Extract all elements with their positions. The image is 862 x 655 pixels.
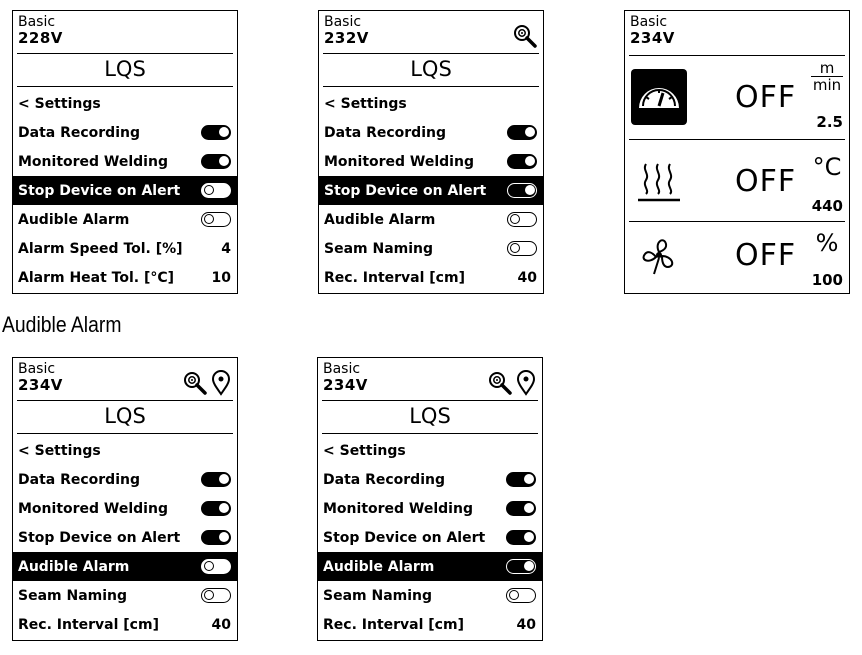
setting-seam-naming[interactable] — [318, 581, 542, 610]
setting-audible-alarm[interactable] — [13, 552, 237, 581]
row-label: Rec. Interval [cm] — [323, 616, 464, 633]
setting-audible-alarm[interactable] — [319, 205, 543, 234]
section-caption: Audible Alarm — [2, 312, 122, 337]
voltage-readout: 234V — [18, 376, 63, 394]
row-label: Monitored Welding — [18, 153, 168, 170]
setting-monitored-welding[interactable] — [13, 494, 237, 523]
row-label: Alarm Heat Tol. [°C] — [18, 269, 175, 286]
row-label: Audible Alarm — [323, 558, 435, 575]
setting-alarm-heat-tol[interactable] — [13, 263, 237, 292]
setting-stop-device-on-alert[interactable] — [13, 523, 237, 552]
setting-stop-device-on-alert[interactable] — [13, 176, 237, 205]
magnifier-icon — [183, 371, 207, 395]
status-icons — [183, 368, 231, 398]
speed-row — [629, 57, 845, 137]
header — [630, 14, 675, 46]
row-label: Stop Device on Alert — [18, 182, 181, 199]
page-title: LQS — [323, 53, 539, 87]
fan-icon — [629, 225, 689, 285]
status-icons — [488, 368, 536, 398]
setting-data-recording[interactable] — [318, 465, 542, 494]
row-value: 40 — [211, 616, 231, 633]
row-label: Stop Device on Alert — [18, 529, 181, 546]
settings-list — [13, 436, 237, 639]
row-value: 40 — [517, 269, 537, 286]
row-value: 10 — [211, 269, 231, 286]
toggle-switch[interactable] — [507, 183, 537, 198]
header — [18, 14, 63, 46]
row-label: Seam Naming — [323, 587, 433, 604]
setting-seam-naming[interactable] — [319, 234, 543, 263]
toggle-switch[interactable] — [507, 241, 537, 256]
setting-monitored-welding[interactable] — [319, 147, 543, 176]
screen-1 — [12, 10, 238, 294]
page-title: LQS — [17, 400, 233, 434]
setting-audible-alarm[interactable] — [318, 552, 542, 581]
speed-value: 2.5 — [816, 113, 843, 131]
row-label: Monitored Welding — [18, 500, 168, 517]
mode-label: Basic — [18, 361, 56, 377]
toggle-switch[interactable] — [201, 183, 231, 198]
row-label: Rec. Interval [cm] — [324, 269, 465, 286]
header — [324, 14, 369, 46]
speed-state: OFF — [735, 79, 797, 115]
setting-stop-device-on-alert[interactable] — [319, 176, 543, 205]
toggle-switch[interactable] — [506, 501, 536, 516]
location-pin-icon — [516, 370, 536, 396]
setting-data-recording[interactable] — [13, 118, 237, 147]
row-label: Audible Alarm — [18, 211, 130, 228]
toggle-switch[interactable] — [201, 472, 231, 487]
setting-data-recording[interactable] — [13, 465, 237, 494]
setting-alarm-speed-tol[interactable] — [13, 234, 237, 263]
toggle-switch[interactable] — [201, 212, 231, 227]
row-label: Data Recording — [324, 124, 446, 141]
status-icons — [513, 21, 537, 51]
voltage-readout: 232V — [324, 29, 369, 47]
divider — [629, 139, 845, 140]
setting-seam-naming[interactable] — [13, 581, 237, 610]
heat-icon — [629, 151, 689, 211]
screen-4 — [317, 357, 543, 641]
toggle-switch[interactable] — [201, 559, 231, 574]
toggle-switch[interactable] — [201, 125, 231, 140]
setting-data-recording[interactable] — [319, 118, 543, 147]
mode-label: Basic — [323, 361, 361, 377]
row-label: Monitored Welding — [323, 500, 473, 517]
settings-list — [319, 89, 543, 292]
toggle-switch[interactable] — [201, 588, 231, 603]
row-label: Data Recording — [18, 471, 140, 488]
toggle-switch[interactable] — [201, 501, 231, 516]
toggle-switch[interactable] — [507, 212, 537, 227]
row-label: Rec. Interval [cm] — [18, 616, 159, 633]
air-value: 100 — [811, 271, 843, 289]
toggle-switch[interactable] — [201, 154, 231, 169]
mode-label: Basic — [630, 14, 668, 30]
row-label: Stop Device on Alert — [323, 529, 486, 546]
row-label: Data Recording — [18, 124, 140, 141]
back-to-settings[interactable] — [13, 436, 237, 465]
settings-list — [13, 89, 237, 292]
unit-numerator: m — [811, 61, 843, 77]
page-title: LQS — [322, 400, 538, 434]
page-title: LQS — [17, 53, 233, 87]
heat-unit: °C — [812, 153, 842, 181]
voltage-readout: 228V — [18, 29, 63, 47]
setting-monitored-welding[interactable] — [13, 147, 237, 176]
heat-row — [629, 141, 845, 221]
mode-label: Basic — [324, 14, 362, 30]
magnifier-icon — [513, 24, 537, 48]
setting-stop-device-on-alert[interactable] — [318, 523, 542, 552]
heat-value: 440 — [811, 197, 843, 215]
row-label: < Settings — [323, 442, 406, 459]
toggle-switch[interactable] — [201, 530, 231, 545]
row-label: Seam Naming — [324, 240, 434, 257]
speedometer-icon — [629, 67, 689, 127]
magnifier-icon — [488, 371, 512, 395]
setting-monitored-welding[interactable] — [318, 494, 542, 523]
screen-3 — [12, 357, 238, 641]
setting-rec-interval[interactable] — [319, 263, 543, 292]
row-label: Audible Alarm — [324, 211, 436, 228]
speed-unit — [811, 61, 843, 93]
settings-list — [318, 436, 542, 639]
heat-state: OFF — [735, 163, 797, 199]
voltage-readout: 234V — [630, 29, 675, 47]
row-label: Seam Naming — [18, 587, 128, 604]
row-value: 40 — [516, 616, 536, 633]
row-label: < Settings — [18, 95, 101, 112]
back-to-settings[interactable] — [13, 89, 237, 118]
row-label: Alarm Speed Tol. [%] — [18, 240, 183, 257]
toggle-switch[interactable] — [507, 154, 537, 169]
unit-denominator: min — [812, 76, 842, 94]
header — [323, 361, 368, 393]
voltage-readout: 234V — [323, 376, 368, 394]
back-to-settings[interactable] — [319, 89, 543, 118]
row-label: < Settings — [18, 442, 101, 459]
status-screen — [624, 10, 850, 294]
screen-2 — [318, 10, 544, 294]
location-pin-icon — [211, 370, 231, 396]
row-label: Audible Alarm — [18, 558, 130, 575]
back-to-settings[interactable] — [318, 436, 542, 465]
toggle-switch[interactable] — [506, 530, 536, 545]
row-label: Monitored Welding — [324, 153, 474, 170]
air-unit: % — [815, 229, 839, 257]
mode-label: Basic — [18, 14, 56, 30]
row-label: < Settings — [324, 95, 407, 112]
toggle-switch[interactable] — [507, 125, 537, 140]
toggle-switch[interactable] — [506, 588, 536, 603]
air-row — [629, 215, 845, 295]
header — [18, 361, 63, 393]
air-state: OFF — [735, 237, 797, 273]
row-value: 4 — [221, 240, 231, 257]
toggle-switch[interactable] — [506, 472, 536, 487]
setting-audible-alarm[interactable] — [13, 205, 237, 234]
toggle-switch[interactable] — [506, 559, 536, 574]
divider — [629, 55, 845, 56]
setting-rec-interval[interactable] — [318, 610, 542, 639]
row-label: Data Recording — [323, 471, 445, 488]
row-label: Stop Device on Alert — [324, 182, 487, 199]
setting-rec-interval[interactable] — [13, 610, 237, 639]
